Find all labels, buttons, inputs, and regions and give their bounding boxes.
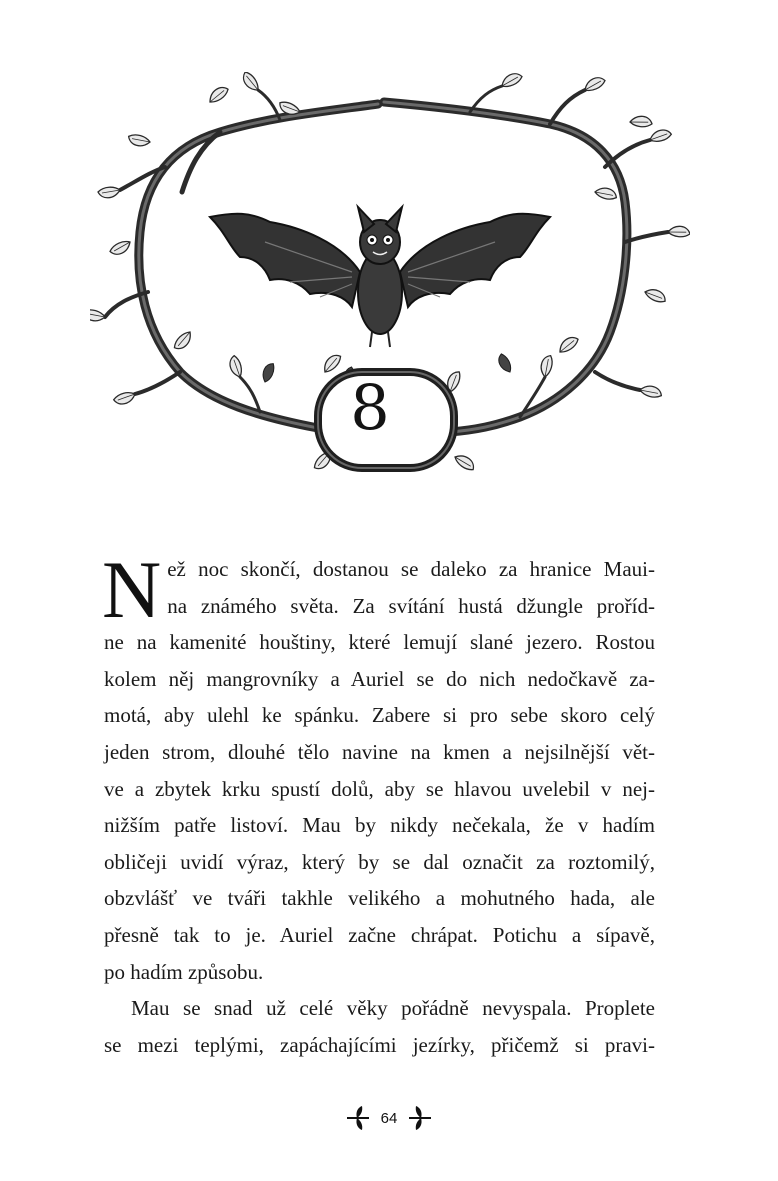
text-line: na známého světa. Za svítání hustá džungle proříd- [167, 593, 655, 618]
chapter-number: 8 [350, 370, 390, 444]
text-line: obzvlášť ve tváři takhle velikého a mohutného hada, ale [104, 886, 655, 911]
text-line: po hadím způsobu. [104, 959, 264, 984]
leaf-sprig-icon [407, 1105, 433, 1131]
text-line: Mau se snad už celé věky pořádně nevyspala. Proplete [131, 996, 655, 1021]
text-line: motá, aby ulehl ke spánku. Zabere si pro sebe skoro celý [104, 703, 655, 728]
text-line: ve a zbytek krku spustí dolů, aby se hlavou uvelebil v nej- [104, 776, 655, 801]
drop-cap: N [102, 544, 162, 635]
page-number: 64 [380, 1109, 398, 1127]
text-line: ne na kamenité houštiny, které lemují slané jezero. Rostou [104, 630, 655, 655]
text-line: nižším patře listoví. Mau by nikdy nečekala, že v hadím [104, 813, 655, 838]
bat-icon [210, 207, 550, 347]
text-line: ež noc skončí, dostanou se daleko za hranice Maui- [167, 557, 655, 581]
text-line: jeden strom, dlouhé tělo navine na kmen a nejsilnější vět- [104, 739, 655, 764]
page-footer [0, 1098, 778, 1138]
leaf-sprig-icon [345, 1105, 371, 1131]
text-line: kolem něj mangrovníky a Auriel se do nich nedočkavě za- [104, 666, 655, 691]
text-line: přesně tak to je. Auriel začne chrápat. Potichu a sípavě, [104, 922, 655, 947]
text-line: obličeji uvidí výraz, který by se dal označit za roztomilý, [104, 849, 655, 874]
text-line: se mezi teplými, zapáchajícími jezírky, přičemž si pravi- [104, 1032, 655, 1057]
body-text [102, 544, 655, 1063]
